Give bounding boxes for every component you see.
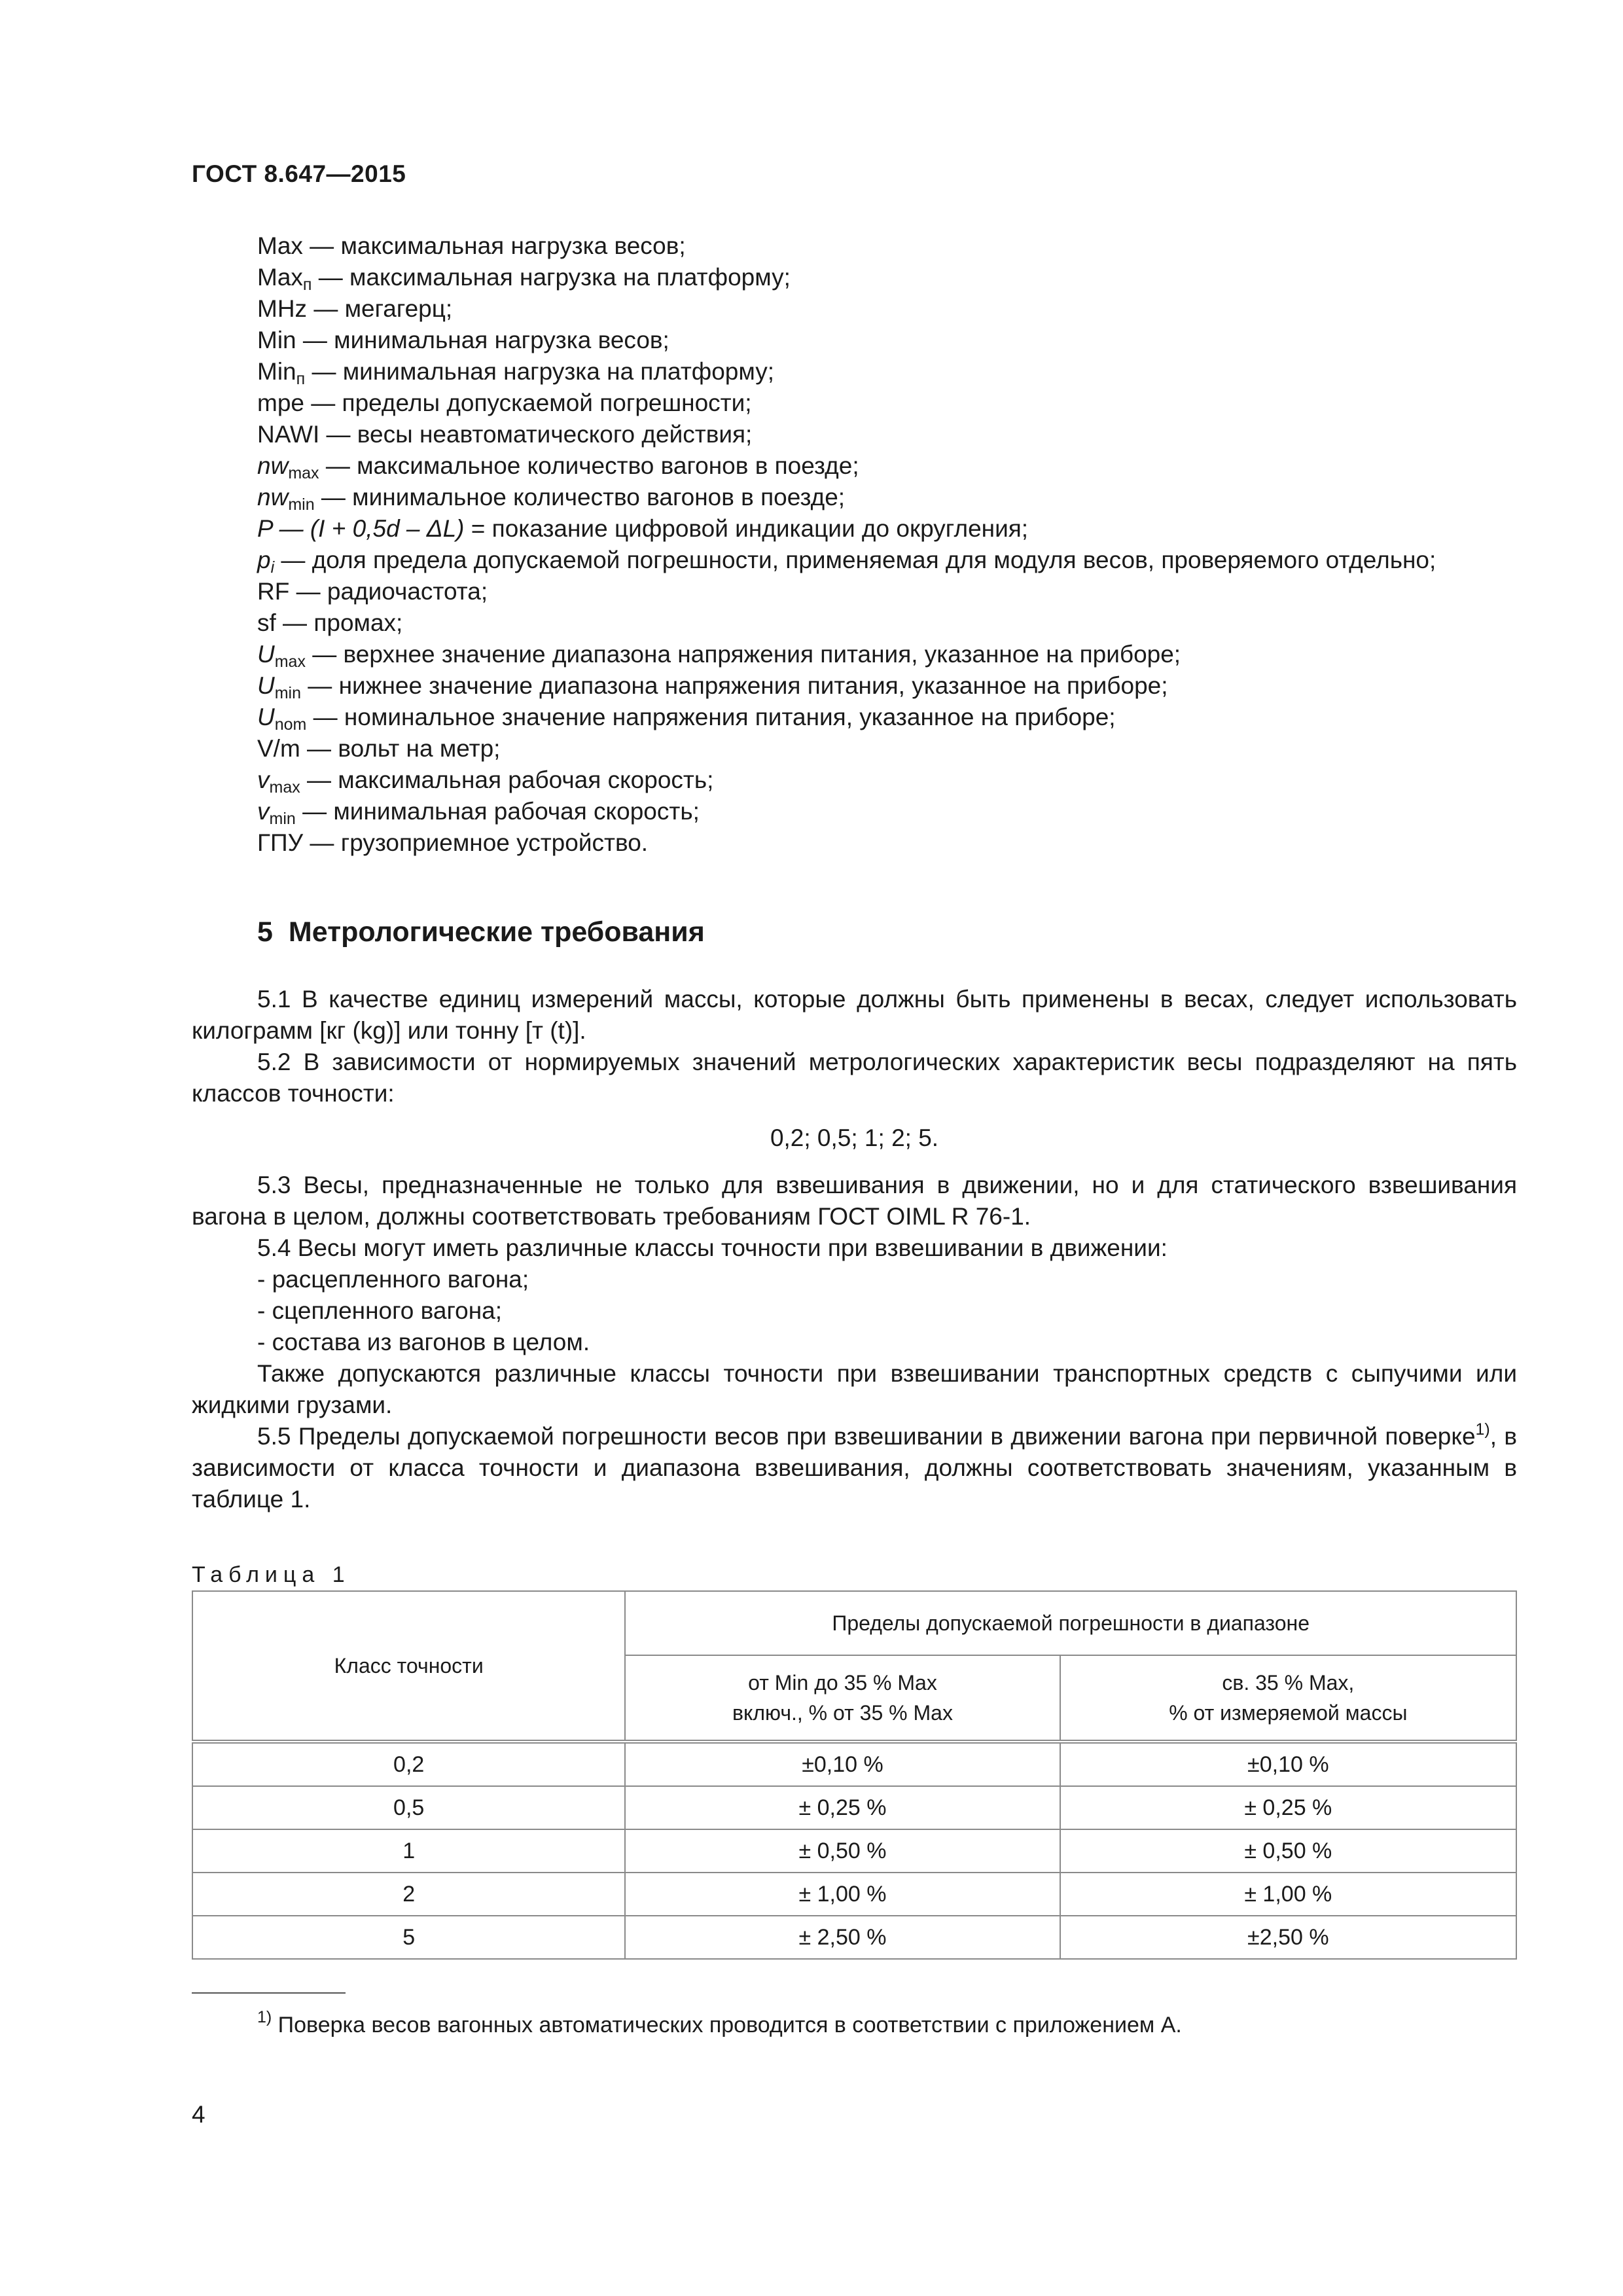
abbr-subscript: min — [269, 810, 296, 828]
abbr-definition: — радиочастота; — [289, 578, 488, 605]
header-range-b — [1060, 1655, 1516, 1742]
paragraph-5-4: 5.4 Весы могут иметь различные классы точности при взвешивании в движении: — [257, 1234, 1168, 1261]
abbr-symbol: sf — [257, 609, 276, 636]
abbr-symbol: U — [257, 672, 275, 699]
abbr-item — [192, 513, 1517, 545]
abbr-definition: — мегагерц; — [307, 295, 453, 322]
abbr-item — [192, 764, 1517, 796]
section-heading — [192, 916, 1517, 948]
abbr-symbol: nw — [257, 452, 289, 479]
header-range-a — [625, 1655, 1060, 1742]
abbr-definition: — вольт на метр; — [300, 735, 501, 762]
paragraph-5-3: 5.3 Весы, предназначенные не только для взвешивания в движении, но и для статического взвешивания вагона в целом, должны соответствовать требованиям ГОСТ OIML R 76-1. — [192, 1172, 1517, 1230]
abbr-item — [192, 482, 1517, 513]
abbr-symbol: U — [257, 704, 275, 730]
abbr-symbol: Min — [257, 327, 296, 353]
abbr-symbol: RF — [257, 578, 290, 605]
abbr-definition: — промах; — [276, 609, 403, 636]
cell-range-a: ±0,10 % — [625, 1742, 1060, 1786]
list-item: - расцепленного вагона; — [257, 1266, 529, 1293]
abbr-definition: — пределы допускаемой погрешности; — [304, 389, 752, 416]
cell-class: 2 — [192, 1873, 625, 1916]
abbr-item — [192, 387, 1517, 419]
footnote — [257, 2008, 1182, 2038]
table-row — [192, 1916, 1516, 1959]
header-range-a-line1: от Min до 35 % Max — [748, 1671, 937, 1695]
abbr-symbol: NAWI — [257, 421, 320, 448]
abbr-item — [192, 607, 1517, 639]
abbr-symbol: v — [257, 766, 270, 793]
abbr-definition: — минимальная нагрузка весов; — [296, 327, 669, 353]
accuracy-classes-line: 0,2; 0,5; 1; 2; 5. — [770, 1124, 939, 1151]
header-range-a-line2: включ., % от 35 % Max — [732, 1701, 953, 1725]
cell-class: 0,2 — [192, 1742, 625, 1786]
abbr-subscript: min — [288, 495, 315, 514]
page-number: 4 — [192, 2101, 205, 2128]
abbr-definition: — минимальная нагрузка на платформу; — [305, 358, 774, 385]
table-row — [192, 1829, 1516, 1873]
abbr-item — [192, 639, 1517, 670]
abbr-symbol: Max — [257, 232, 303, 259]
abbr-definition: — грузоприемное устройство. — [303, 829, 649, 856]
cell-range-b: ± 0,25 % — [1060, 1786, 1516, 1829]
paragraph-5-5-text: 5.5 Пределы допускаемой погрешности весов при взвешивании в движении вагона при первичной поверке — [257, 1423, 1476, 1450]
paragraph-5-4-extra: Также допускаются различные классы точности при взвешивании транспортных средств с сыпучими или жидкими грузами. — [192, 1360, 1517, 1418]
abbr-symbol: mpe — [257, 389, 304, 416]
footnote-ref[interactable]: 1) — [1475, 1420, 1490, 1439]
cell-range-b: ±0,10 % — [1060, 1742, 1516, 1786]
cell-range-b: ± 1,00 % — [1060, 1873, 1516, 1916]
abbr-item — [192, 827, 1517, 859]
abbr-subscript: max — [269, 778, 300, 797]
abbr-subscript: min — [274, 684, 302, 702]
table-row — [192, 1873, 1516, 1916]
header-range-b-line1: св. 35 % Max, — [1222, 1671, 1355, 1695]
abbr-symbol: Max — [257, 264, 303, 291]
abbr-definition: — доля предела допускаемой погрешности, применяемая для модуля весов, проверяемого отдельно; — [274, 547, 1436, 573]
abbr-definition: — весы неавтоматического действия; — [319, 421, 753, 448]
accuracy-table — [192, 1590, 1517, 1960]
abbr-item — [192, 796, 1517, 827]
abbr-subscript: п — [296, 370, 306, 388]
abbr-symbol: v — [257, 798, 270, 825]
abbr-item — [192, 702, 1517, 733]
cell-class: 1 — [192, 1829, 625, 1873]
section-number: 5 — [257, 916, 273, 948]
abbr-symbol: ГПУ — [257, 829, 304, 856]
header-class: Класс точности — [192, 1591, 625, 1742]
abbr-item — [192, 230, 1517, 262]
abbr-subscript: nom — [274, 715, 307, 734]
footnote-divider — [192, 1992, 346, 1994]
footnote-mark: 1) — [257, 2008, 272, 2026]
abbr-subscript: max — [274, 653, 306, 671]
section-body — [192, 984, 1517, 1515]
abbr-definition: — верхнее значение диапазона напряжения питания, указанное на приборе; — [305, 641, 1181, 668]
abbr-item — [192, 293, 1517, 325]
footnote-text: Поверка весов вагонных автоматических проводится в соответствии с приложением А. — [272, 2013, 1182, 2037]
cell-range-a: ± 2,50 % — [625, 1916, 1060, 1959]
abbr-symbol: V/m — [257, 735, 300, 762]
abbr-subscript: max — [288, 464, 319, 482]
abbr-symbol: nw — [257, 484, 289, 511]
abbr-definition: — максимальная нагрузка на платформу; — [312, 264, 791, 291]
abbr-symbol: p — [257, 547, 271, 573]
abbr-item — [192, 419, 1517, 450]
abbr-definition: — минимальное количество вагонов в поезде; — [314, 484, 846, 511]
header-range-b-line2: % от измеряемой массы — [1169, 1701, 1408, 1725]
abbr-item — [192, 576, 1517, 607]
paragraph-5-5-text-cont: , в зависимости от класса точности и диапазона взвешивания, должны соответствовать значениям, указанным в таблице 1. — [192, 1423, 1517, 1513]
table-row — [192, 1786, 1516, 1829]
cell-range-b: ± 0,50 % — [1060, 1829, 1516, 1873]
cell-range-a: ± 1,00 % — [625, 1873, 1060, 1916]
abbr-item — [192, 450, 1517, 482]
abbr-item — [192, 325, 1517, 356]
abbr-item — [192, 262, 1517, 293]
abbr-symbol: Min — [257, 358, 296, 385]
paragraph-5-1: 5.1 В качестве единиц измерений массы, которые должны быть применены в весах, следует использовать килограмм [кг (kg)] или тонну [т (t)]. — [192, 986, 1517, 1044]
paragraph-5-5 — [192, 1421, 1517, 1515]
table-row — [192, 1742, 1516, 1786]
abbreviation-list — [192, 230, 1517, 859]
table-caption: Таблица 1 — [192, 1562, 351, 1587]
abbr-symbol: MHz — [257, 295, 308, 322]
abbr-item — [192, 545, 1517, 576]
list-item: - сцепленного вагона; — [257, 1297, 503, 1324]
section-title — [257, 916, 1517, 948]
cell-class: 0,5 — [192, 1786, 625, 1829]
abbr-definition: — максимальная нагрузка весов; — [302, 232, 686, 259]
document-header: ГОСТ 8.647—2015 — [192, 160, 406, 187]
header-group: Пределы допускаемой погрешности в диапазоне — [625, 1591, 1516, 1655]
list-item: - состава из вагонов в целом. — [257, 1329, 590, 1355]
abbr-definition: — максимальная рабочая скорость; — [300, 766, 714, 793]
abbr-subscript: i — [270, 558, 275, 577]
cell-class: 5 — [192, 1916, 625, 1959]
abbr-definition: — номинальное значение напряжения питания, указанное на приборе; — [306, 704, 1116, 730]
abbr-item — [192, 356, 1517, 387]
cell-range-a: ± 0,50 % — [625, 1829, 1060, 1873]
paragraph-5-2: 5.2 В зависимости от нормируемых значений метрологических характеристик весы подразделяют на пять классов точности: — [192, 1049, 1517, 1107]
abbr-symbol: U — [257, 641, 275, 668]
abbr-definition: — максимальное количество вагонов в поезде; — [319, 452, 859, 479]
cell-range-a: ± 0,25 % — [625, 1786, 1060, 1829]
abbr-definition: — минимальная рабочая скорость; — [295, 798, 700, 825]
section-title-text: Метрологические требования — [288, 916, 705, 948]
abbr-item — [192, 733, 1517, 764]
cell-range-b: ±2,50 % — [1060, 1916, 1516, 1959]
abbr-item — [192, 670, 1517, 702]
abbr-definition: = показание цифровой индикации до округления; — [464, 515, 1029, 542]
abbr-definition: — нижнее значение диапазона напряжения питания, указанное на приборе; — [301, 672, 1168, 699]
abbr-symbol: P — (I + 0,5d – ΔL) — [257, 515, 465, 542]
abbr-subscript: п — [302, 276, 312, 294]
